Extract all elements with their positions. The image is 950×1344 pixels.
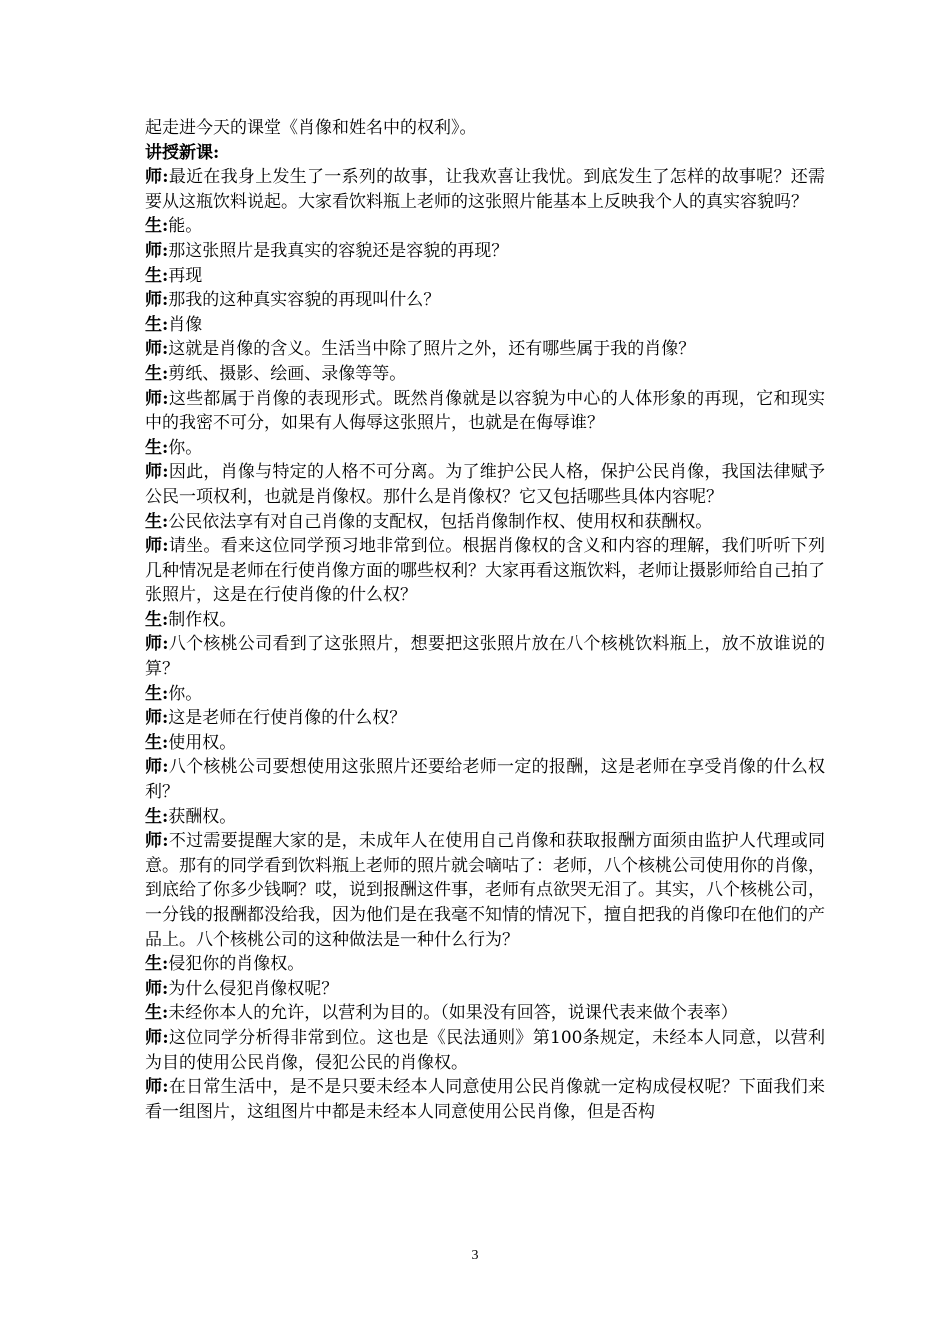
speaker-label: 师: <box>145 462 169 483</box>
speaker-label: 生: <box>145 216 169 237</box>
dialogue-line <box>145 706 825 731</box>
dialogue-line <box>145 755 825 804</box>
dialogue-line <box>145 313 825 338</box>
speaker-label: 生: <box>145 954 169 975</box>
dialogue-text: 这是老师在行使肖像的什么权？ <box>168 708 407 729</box>
speaker-label: 生: <box>145 806 169 827</box>
dialogue-text: 那这张照片是我真实的容貌还是容貌的再现？ <box>168 240 509 261</box>
dialogue-text: 制作权。 <box>168 609 237 630</box>
dialogue-line <box>145 510 825 535</box>
speaker-label: 师: <box>145 290 169 311</box>
dialogue-line <box>145 214 825 239</box>
dialogue-line <box>145 362 825 387</box>
dialogue-text: 请坐。看来这位同学预习地非常到位。根据肖像权的含义和内容的理解，我们听听下列几种情况是老师在行使肖像方面的哪些权利？大家再看这瓶饮料，老师让摄影师给自己拍了张照片，这是在行使肖像的什么权？ <box>145 536 826 606</box>
speaker-label: 生: <box>145 732 169 753</box>
speaker-label: 生: <box>145 1003 169 1024</box>
speaker-label: 师: <box>145 978 169 999</box>
dialogue-line <box>145 1026 825 1075</box>
dialogue-text: 未经你本人的允许，以营利为目的。（如果没有回答，说课代表来做个表率） <box>168 1003 738 1024</box>
dialogue-line <box>145 288 825 313</box>
dialogue-text: 肖像 <box>168 314 203 335</box>
dialogue-line <box>145 436 825 461</box>
dialogue-line <box>145 632 825 681</box>
dialogue-text: 能。 <box>168 216 203 237</box>
dialogue-line <box>145 805 825 830</box>
dialogue-text: 再现 <box>168 265 203 286</box>
dialogue-text: 你。 <box>168 437 203 458</box>
dialogue-text: 使用权。 <box>168 732 237 753</box>
dialogue-text: 最近在我身上发生了一系列的故事，让我欢喜让我忧。到底发生了怎样的故事呢？还需要从这瓶饮料说起。大家看饮料瓶上老师的这张照片能基本上反映我个人的真实容貌吗？ <box>145 167 826 212</box>
speaker-label: 师: <box>145 1027 169 1048</box>
intro-line: 起走进今天的课堂《肖像和姓名中的权利》。 <box>145 118 477 138</box>
dialogue-line <box>145 952 825 977</box>
dialogue-line <box>145 337 825 362</box>
speaker-label: 师: <box>145 831 169 852</box>
dialogue-line <box>145 165 825 214</box>
dialogue-text: 这位同学分析得非常到位。这也是《民法通则》第100条规定，未经本人同意，以营利为目的使用公民肖像，侵犯公民的肖像权。 <box>145 1027 825 1073</box>
dialogue-text: 八个核桃公司看到了这张照片，想要把这张照片放在八个核桃饮料瓶上，放不放谁说的算？ <box>145 634 826 680</box>
speaker-label: 生: <box>145 265 169 286</box>
section-heading: 讲授新课: <box>145 142 220 163</box>
speaker-label: 师: <box>145 708 169 729</box>
speaker-label: 师: <box>145 757 169 778</box>
dialogue-line <box>145 460 825 509</box>
speaker-label: 生: <box>145 609 169 630</box>
dialogue-line <box>145 829 825 952</box>
speaker-label: 生: <box>145 511 169 532</box>
dialogue-text: 八个核桃公司要想使用这张照片还要给老师一定的报酬，这是老师在享受肖像的什么权利？ <box>145 757 826 803</box>
dialogue-list <box>145 165 825 1124</box>
speaker-label: 师: <box>145 1077 169 1098</box>
dialogue-line <box>145 239 825 264</box>
dialogue-line <box>145 1001 825 1026</box>
dialogue-line <box>145 608 825 633</box>
dialogue-text: 为什么侵犯肖像权呢？ <box>168 978 339 999</box>
page-content <box>145 116 825 1124</box>
dialogue-line <box>145 264 825 289</box>
page-number: 3 <box>471 1248 479 1263</box>
dialogue-text: 获酬权。 <box>168 806 237 827</box>
dialogue-text: 公民依法享有对自己肖像的支配权，包括肖像制作权、使用权和获酬权。 <box>168 511 713 532</box>
dialogue-line <box>145 387 825 436</box>
speaker-label: 生: <box>145 683 169 704</box>
speaker-label: 师: <box>145 167 169 188</box>
speaker-label: 生: <box>145 314 169 335</box>
dialogue-text: 因此，肖像与特定的人格不可分离。为了维护公民人格，保护公民肖像，我国法律赋予公民一项权利，也就是肖像权。那什么是肖像权？它又包括哪些具体内容呢？ <box>145 462 826 507</box>
dialogue-line <box>145 682 825 707</box>
dialogue-text: 这就是肖像的含义。生活当中除了照片之外，还有哪些属于我的肖像？ <box>168 339 696 360</box>
speaker-label: 生: <box>145 437 169 458</box>
dialogue-text: 不过需要提醒大家的是，未成年人在使用自己肖像和获取报酬方面须由监护人代理或同意。那有的同学看到饮料瓶上老师的照片就会嘀咕了：老师，八个核桃公司使用你的肖像，到底给了你多少钱啊？哎，说到报酬这件事，老师有点欲哭无泪了。其实，八个核桃公司，一分钱的报酬都没给我，因为他们是在我毫不知情的情况下，擅自把我的肖像印在他们的产品上。八个核桃公司的这种做法是一种什么行为？ <box>145 831 826 950</box>
speaker-label: 师: <box>145 536 169 557</box>
speaker-label: 师: <box>145 339 169 360</box>
speaker-label: 师: <box>145 634 169 655</box>
dialogue-text: 剪纸、摄影、绘画、录像等等。 <box>168 363 407 384</box>
dialogue-text: 你。 <box>168 683 203 704</box>
dialogue-text: 这些都属于肖像的表现形式。既然肖像就是以容貌为中心的人体形象的再现，它和现实中的我密不可分，如果有人侮辱这张照片，也就是在侮辱谁？ <box>145 388 826 434</box>
dialogue-text: 在日常生活中，是不是只要未经本人同意使用公民肖像就一定构成侵权呢？下面我们来看一组图片，这组图片中都是未经本人同意使用公民肖像，但是否构 <box>145 1077 826 1122</box>
dialogue-line <box>145 1075 825 1124</box>
speaker-label: 师: <box>145 240 169 261</box>
speaker-label: 生: <box>145 363 169 384</box>
dialogue-text: 那我的这种真实容貌的再现叫什么？ <box>168 290 441 311</box>
speaker-label: 师: <box>145 388 169 409</box>
dialogue-line <box>145 534 825 608</box>
dialogue-text: 侵犯你的肖像权。 <box>168 954 305 975</box>
dialogue-line <box>145 977 825 1002</box>
dialogue-line <box>145 731 825 756</box>
